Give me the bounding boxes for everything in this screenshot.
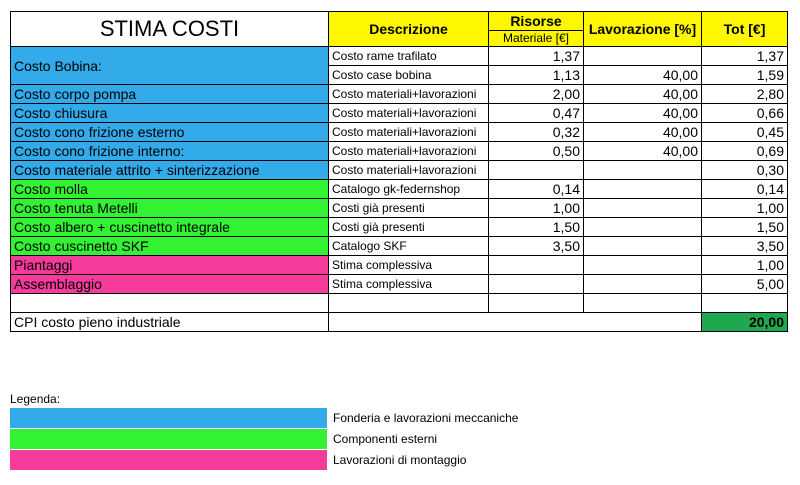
item-description: Costo case bobina [329, 66, 489, 85]
item-lavorazione [584, 47, 702, 66]
item-materiale: 1,37 [489, 47, 584, 66]
item-lavorazione [584, 180, 702, 199]
total-label: CPI costo pieno industriale [11, 313, 329, 332]
legend-label: Componenti esterni [333, 432, 438, 446]
item-description: Costo materiali+lavorazioni [329, 85, 489, 104]
item-tot: 2,80 [702, 85, 788, 104]
table-row [11, 256, 788, 275]
item-lavorazione: 40,00 [584, 142, 702, 161]
empty-cell [329, 313, 702, 332]
item-lavorazione: 40,00 [584, 66, 702, 85]
item-tot: 1,00 [702, 199, 788, 218]
item-description: Catalogo SKF [329, 237, 489, 256]
item-lavorazione: 40,00 [584, 123, 702, 142]
item-tot: 1,00 [702, 256, 788, 275]
item-label: Costo Bobina: [11, 47, 329, 85]
empty-cell [584, 294, 702, 313]
table-row [11, 199, 788, 218]
total-value: 20,00 [702, 313, 788, 332]
item-lavorazione [584, 237, 702, 256]
table-row [11, 161, 788, 180]
item-materiale [489, 161, 584, 180]
item-lavorazione [584, 218, 702, 237]
item-label: Assemblaggio [11, 275, 329, 294]
item-description: Costi già presenti [329, 199, 489, 218]
item-materiale: 0,14 [489, 180, 584, 199]
item-description: Costo materiali+lavorazioni [329, 161, 489, 180]
table-row [11, 104, 788, 123]
total-row [11, 313, 788, 332]
empty-cell [11, 294, 329, 313]
item-label: Costo corpo pompa [11, 85, 329, 104]
item-tot: 0,14 [702, 180, 788, 199]
item-tot: 0,45 [702, 123, 788, 142]
item-description: Costi già presenti [329, 218, 489, 237]
item-lavorazione: 40,00 [584, 104, 702, 123]
item-lavorazione: 40,00 [584, 85, 702, 104]
item-tot: 5,00 [702, 275, 788, 294]
item-description: Costo materiali+lavorazioni [329, 142, 489, 161]
item-materiale: 1,13 [489, 66, 584, 85]
item-tot: 1,50 [702, 218, 788, 237]
legend-swatch-blue [10, 408, 327, 428]
item-tot: 0,66 [702, 104, 788, 123]
item-materiale: 1,50 [489, 218, 584, 237]
item-tot: 0,30 [702, 161, 788, 180]
item-materiale: 1,00 [489, 199, 584, 218]
header-tot: Tot [€] [702, 12, 788, 47]
item-description: Catalogo gk-federnshop [329, 180, 489, 199]
item-label: Piantaggi [11, 256, 329, 275]
item-description: Costo materiali+lavorazioni [329, 123, 489, 142]
header-materiale: Materiale [€] [489, 30, 584, 46]
table-row [11, 142, 788, 161]
item-description: Costo rame trafilato [329, 47, 489, 66]
item-label: Costo tenuta Metelli [11, 199, 329, 218]
table-row [11, 237, 788, 256]
empty-cell [702, 294, 788, 313]
item-description: Stima complessiva [329, 275, 489, 294]
legend-label: Lavorazioni di montaggio [333, 453, 467, 467]
legend-label: Fonderia e lavorazioni meccaniche [333, 411, 519, 425]
table-row [11, 218, 788, 237]
item-tot: 3,50 [702, 237, 788, 256]
table-row [11, 85, 788, 104]
header-descrizione: Descrizione [329, 12, 489, 47]
empty-cell [489, 294, 584, 313]
empty-cell [329, 294, 489, 313]
page-title: STIMA COSTI [11, 12, 329, 47]
header-risorse: Risorse [489, 12, 584, 31]
spacer-row [11, 294, 788, 313]
item-tot: 1,37 [702, 47, 788, 66]
table-row [11, 123, 788, 142]
item-label: Costo molla [11, 180, 329, 199]
cost-estimate-table [10, 11, 788, 332]
table-row [11, 47, 788, 66]
item-description: Costo materiali+lavorazioni [329, 104, 489, 123]
item-lavorazione [584, 161, 702, 180]
legend-swatch-green [10, 429, 327, 449]
legend-title: Legenda: [10, 392, 61, 406]
item-label: Costo cono frizione esterno [11, 123, 329, 142]
item-label: Costo chiusura [11, 104, 329, 123]
item-description: Stima complessiva [329, 256, 489, 275]
item-tot: 0,69 [702, 142, 788, 161]
item-label: Costo cuscinetto SKF [11, 237, 329, 256]
item-materiale [489, 256, 584, 275]
item-lavorazione [584, 256, 702, 275]
legend-swatch-pink [10, 450, 327, 470]
item-materiale [489, 275, 584, 294]
item-tot: 1,59 [702, 66, 788, 85]
item-label: Costo cono frizione interno: [11, 142, 329, 161]
item-materiale: 0,47 [489, 104, 584, 123]
table-row [11, 180, 788, 199]
header-lavorazione: Lavorazione [%] [584, 12, 702, 47]
item-label: Costo materiale attrito + sinterizzazione [11, 161, 329, 180]
table-row [11, 275, 788, 294]
item-materiale: 0,50 [489, 142, 584, 161]
item-lavorazione [584, 199, 702, 218]
item-lavorazione [584, 275, 702, 294]
item-materiale: 0,32 [489, 123, 584, 142]
item-materiale: 2,00 [489, 85, 584, 104]
item-label: Costo albero + cuscinetto integrale [11, 218, 329, 237]
item-materiale: 3,50 [489, 237, 584, 256]
